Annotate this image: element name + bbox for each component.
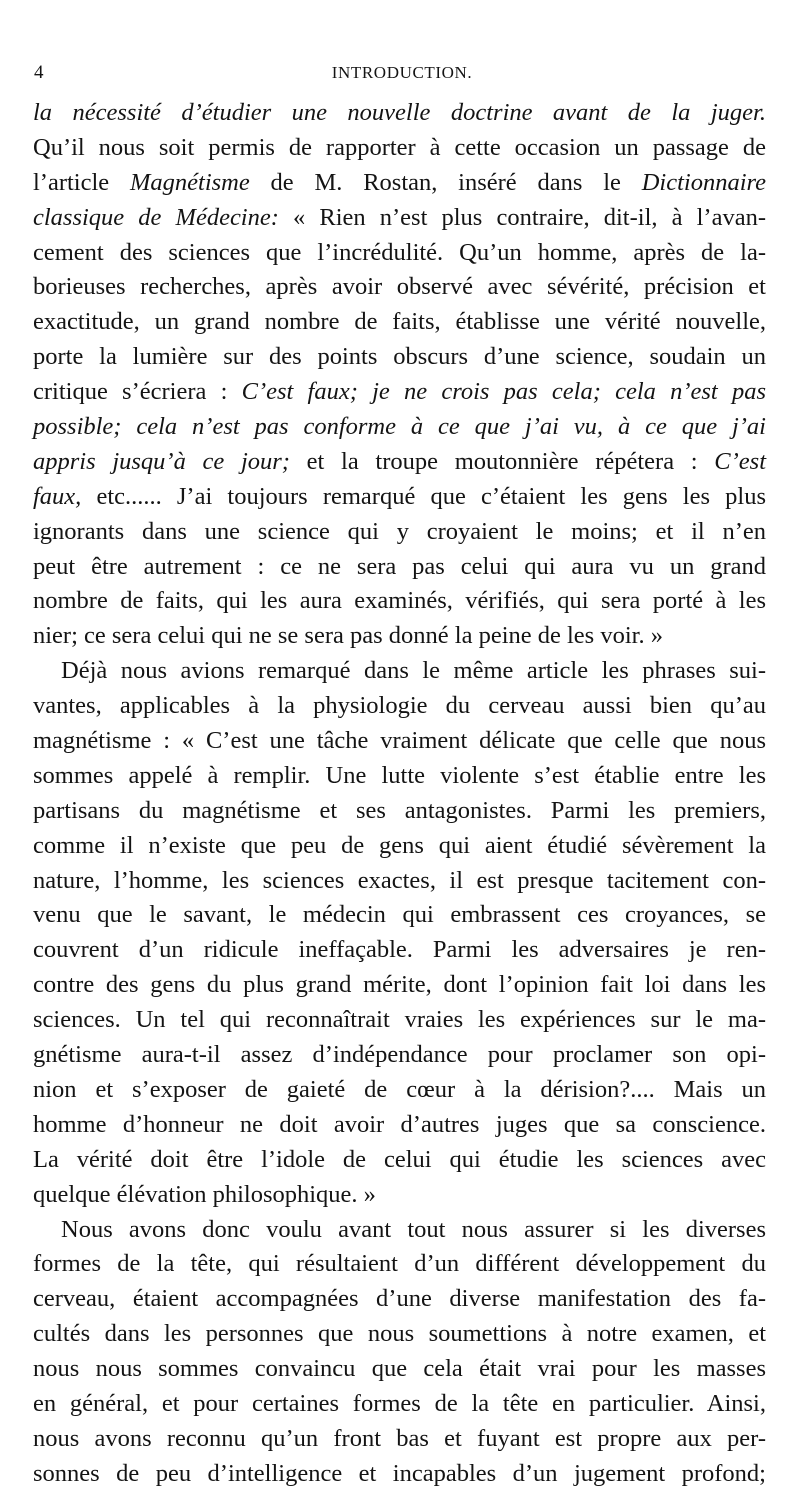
roman-text: sommes appelé à remplir. Une lutte violente s’est établie entre les (33, 761, 766, 789)
text-line (33, 1247, 766, 1282)
text-line (33, 1073, 766, 1108)
roman-text: contre des gens du plus grand mérite, dont l’opinion fait loi dans les (33, 971, 766, 999)
text-line (33, 968, 766, 1003)
running-head: INTRODUCTION. (331, 63, 473, 82)
roman-text: borieuses recherches, après avoir observé avec sévérité, précision et (33, 273, 766, 301)
roman-text: venu que le savant, le médecin qui embrassent ces croyances, se (33, 901, 766, 929)
text-line (33, 689, 766, 724)
text-line (33, 829, 766, 864)
italic-text: Magnétisme (129, 168, 250, 196)
roman-text: porte la lumière sur des points obscurs d’une science, soudain un (33, 343, 766, 371)
roman-text: en général, et pour certaines formes de la tête en particulier. Ainsi, (33, 1389, 766, 1417)
text-line (33, 445, 766, 480)
text-line (33, 480, 766, 515)
italic-text: Dictionnaire (641, 168, 766, 196)
text-line (33, 1143, 766, 1178)
roman-text: de M. Rostan, inséré dans le (249, 168, 642, 196)
roman-text: quelque élévation philosophique. » (33, 1180, 376, 1208)
text-line (33, 1213, 766, 1248)
roman-text: « Rien n’est plus contraire, dit-il, à l’avan- (278, 203, 766, 231)
roman-text: partisans du magnétisme et ses antagonistes. Parmi les premiers, (33, 796, 766, 824)
italic-text: C’est faux; je ne crois pas cela; cela n’est pas (241, 378, 766, 406)
roman-text: gnétisme aura-t-il assez d’indépendance pour proclamer son opi- (33, 1041, 766, 1069)
italic-text: appris jusqu’à ce jour; (33, 447, 290, 475)
text-line (33, 201, 766, 236)
text-line (33, 375, 766, 410)
text-line (33, 584, 766, 619)
roman-text: cultés dans les personnes que nous soumettions à notre examen, et (33, 1320, 766, 1348)
text-line (33, 305, 766, 340)
text-line (33, 515, 766, 550)
text-line (33, 131, 766, 166)
roman-text: La vérité doit être l’idole de celui qui étudie les sciences avec (33, 1145, 766, 1173)
text-line (33, 1352, 766, 1387)
roman-text: formes de la tête, qui résultaient d’un différent développement du (33, 1250, 766, 1278)
roman-text: magnétisme : « C’est une tâche vraiment délicate que celle que nous (33, 727, 766, 755)
italic-text: classique de Médecine: (33, 203, 279, 231)
text-line (33, 96, 766, 131)
text-line (33, 1317, 766, 1352)
roman-text: nier; ce sera celui qui ne se sera pas donné la peine de les voir. » (33, 622, 663, 650)
roman-text: exactitude, un grand nombre de faits, établisse une vérité nouvelle, (33, 308, 766, 336)
text-line (33, 550, 766, 585)
text-line (33, 1457, 766, 1492)
italic-text: possible; cela n’est pas conforme à ce que j’ai vu, à ce que j’ai (33, 413, 766, 441)
roman-text: critique s’écriera : (33, 378, 242, 406)
body-text (33, 96, 766, 1492)
roman-text: ignorants dans une science qui y croyaient le moins; et il n’en (33, 517, 766, 545)
roman-text: l’article (33, 168, 130, 196)
roman-text: etc...... J’ai toujours remarqué que c’étaient les gens les plus (81, 482, 766, 510)
roman-text: Déjà nous avions remarqué dans le même article les phrases sui- (61, 657, 766, 685)
roman-text: nion et s’exposer de gaieté de cœur à la dérision?.... Mais un (33, 1075, 766, 1103)
text-line (33, 1422, 766, 1457)
roman-text: peut être autrement : ce ne sera pas celui qui aura vu un grand (33, 552, 766, 580)
text-line (33, 933, 766, 968)
text-line (33, 654, 766, 689)
roman-text: nombre de faits, qui les aura examinés, vérifiés, qui sera porté à les (33, 587, 766, 615)
roman-text: sciences. Un tel qui reconnaîtrait vraies les expériences sur le ma- (33, 1006, 766, 1034)
text-line (33, 1387, 766, 1422)
text-line (33, 1282, 766, 1317)
roman-text: couvrent d’un ridicule ineffaçable. Parmi les adversaires je ren- (33, 936, 766, 964)
roman-text: nous nous sommes convaincu que cela était vrai pour les masses (33, 1355, 766, 1383)
roman-text: nous avons reconnu qu’un front bas et fuyant est propre aux per- (33, 1424, 766, 1452)
text-line (33, 410, 766, 445)
text-line (33, 619, 766, 654)
text-line (33, 1038, 766, 1073)
roman-text: homme d’honneur ne doit avoir d’autres juges que sa conscience. (33, 1110, 766, 1138)
text-line (33, 166, 766, 201)
text-line (33, 794, 766, 829)
text-line (33, 1108, 766, 1143)
roman-text: sonnes de peu d’intelligence et incapables d’un jugement profond; (33, 1459, 766, 1487)
roman-text: comme il n’existe que peu de gens qui aient étudié sévèrement la (33, 831, 766, 859)
italic-text: faux, (33, 482, 82, 510)
roman-text: vantes, applicables à la physiologie du cerveau aussi bien qu’au (33, 692, 766, 720)
roman-text: cerveau, étaient accompagnées d’une diverse manifestation des fa- (33, 1285, 766, 1313)
roman-text: cement des sciences que l’incrédulité. Qu’un homme, après de la- (33, 238, 766, 266)
roman-text: nature, l’homme, les sciences exactes, il est presque tacitement con- (33, 866, 766, 894)
text-line (33, 340, 766, 375)
italic-text: C’est (714, 447, 767, 475)
roman-text: Qu’il nous soit permis de rapporter à cette occasion un passage de (33, 133, 766, 161)
italic-text: la nécessité d’étudier une nouvelle doctrine avant de la juger. (33, 99, 766, 126)
text-line (33, 724, 766, 759)
text-line (33, 236, 766, 271)
text-line (33, 1178, 766, 1213)
roman-text: et la troupe moutonnière répétera : (289, 447, 715, 475)
text-line (33, 864, 766, 899)
page-number: 4 (34, 62, 44, 83)
page-header (34, 62, 770, 88)
roman-text: Nous avons donc voulu avant tout nous assurer si les diverses (61, 1215, 766, 1243)
text-line (33, 898, 766, 933)
text-line (33, 1003, 766, 1038)
text-line (33, 270, 766, 305)
text-line (33, 759, 766, 794)
